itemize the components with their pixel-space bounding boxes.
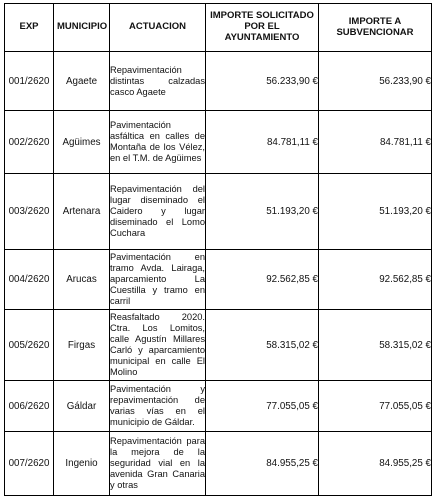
cell-municipio: Arucas [54, 250, 110, 310]
actuacion-text: Pavimentación y repavimentación de varias vías en el municipio de Gáldar. [110, 384, 205, 427]
cell-importe-solicitado: 51.193,20 € [206, 174, 319, 250]
cell-actuacion [110, 52, 206, 111]
cell-importe-subvencionar: 51.193,20 € [319, 174, 432, 250]
grants-table [4, 3, 432, 496]
cell-exp: 006/2620 [5, 381, 54, 432]
cell-importe-subvencionar: 77.055,05 € [319, 381, 432, 432]
cell-municipio: Gáldar [54, 381, 110, 432]
cell-exp: 001/2620 [5, 52, 54, 111]
cell-importe-solicitado: 92.562,85 € [206, 250, 319, 310]
actuacion-text: Reasfaltado 2020. Ctra. Los Lomitos, calle Agustín Millares Carló y aparcamiento municipal en calle El Molino [110, 312, 205, 377]
cell-importe-solicitado: 84.781,11 € [206, 111, 319, 174]
actuacion-text: Repavimentación para la mejora de la seguridad vial en la avenida Gran Canaria y otras [110, 436, 205, 490]
cell-importe-solicitado: 56.233,90 € [206, 52, 319, 111]
table-row [5, 174, 432, 250]
cell-actuacion [110, 111, 206, 174]
cell-municipio: Ingenio [54, 432, 110, 496]
cell-importe-subvencionar: 92.562,85 € [319, 250, 432, 310]
cell-exp: 005/2620 [5, 310, 54, 381]
header-row [5, 4, 432, 52]
actuacion-text: Repavimentación del lugar diseminado el Caidero y lugar diseminado el Lomo Cuchara [110, 184, 205, 238]
header-importe-solicitado: IMPORTE SOLICITADO POR EL AYUNTAMIENTO [206, 4, 319, 52]
cell-exp: 002/2620 [5, 111, 54, 174]
table-row [5, 381, 432, 432]
table-row [5, 432, 432, 496]
header-exp: EXP [5, 4, 54, 52]
cell-actuacion [110, 174, 206, 250]
cell-importe-solicitado: 77.055,05 € [206, 381, 319, 432]
cell-municipio: Artenara [54, 174, 110, 250]
table-row [5, 111, 432, 174]
cell-actuacion [110, 432, 206, 496]
cell-importe-subvencionar: 58.315,02 € [319, 310, 432, 381]
cell-exp: 003/2620 [5, 174, 54, 250]
cell-importe-subvencionar: 84.781,11 € [319, 111, 432, 174]
actuacion-text: Pavimentación asfáltica en calles de Montaña de los Vélez, en el T.M. de Agüimes [110, 120, 205, 163]
cell-municipio: Agaete [54, 52, 110, 111]
cell-actuacion [110, 381, 206, 432]
table-row [5, 52, 432, 111]
table-row [5, 310, 432, 381]
cell-actuacion [110, 310, 206, 381]
cell-importe-solicitado: 58.315,02 € [206, 310, 319, 381]
actuacion-text: Pavimentación en tramo Avda. Lairaga, aparcamiento La Cuestilla y tramo en carril [110, 252, 205, 306]
actuacion-text: Repavimentación distintas calzadas casco Agaete [110, 64, 205, 97]
cell-municipio: Firgas [54, 310, 110, 381]
cell-importe-solicitado: 84.955,25 € [206, 432, 319, 496]
cell-exp: 007/2620 [5, 432, 54, 496]
cell-actuacion [110, 250, 206, 310]
cell-importe-subvencionar: 84.955,25 € [319, 432, 432, 496]
cell-municipio: Agüimes [54, 111, 110, 174]
header-importe-subvencionar: IMPORTE A SUBVENCIONAR [319, 4, 432, 52]
grants-document [4, 3, 432, 496]
header-actuacion: ACTUACION [110, 4, 206, 52]
table-row [5, 250, 432, 310]
cell-exp: 004/2620 [5, 250, 54, 310]
header-municipio: MUNICIPIO [54, 4, 110, 52]
cell-importe-subvencionar: 56.233,90 € [319, 52, 432, 111]
